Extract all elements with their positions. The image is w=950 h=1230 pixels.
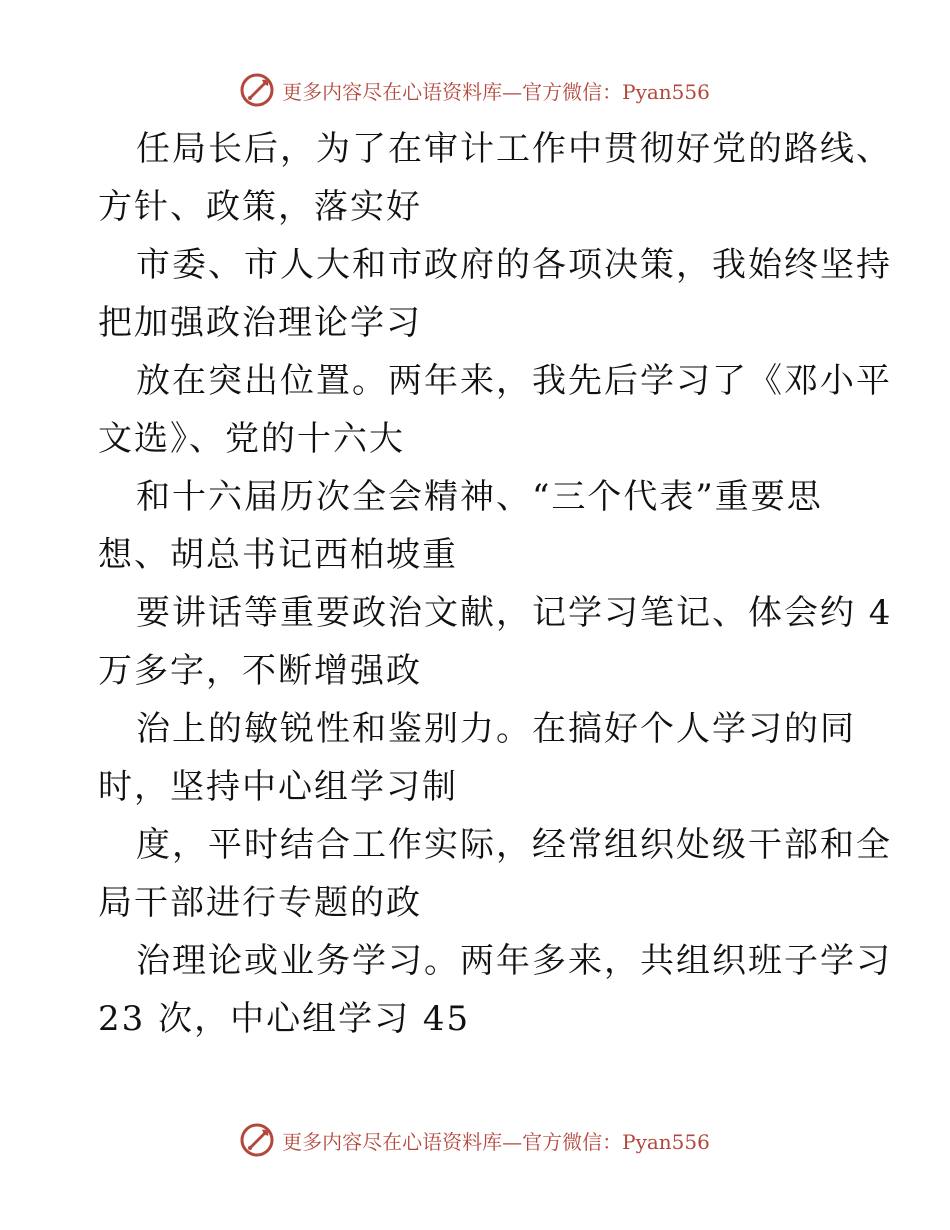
paragraph-5 bbox=[98, 584, 893, 700]
paragraph-7 bbox=[98, 816, 892, 932]
paragraph-8-line-1: 治理论或业务学习。两年多来，共组织班子学习 bbox=[136, 941, 892, 981]
paragraph-8 bbox=[98, 932, 892, 1048]
header-banner bbox=[0, 70, 950, 110]
paragraph-4-line-1: 和十六届历次全会精神、“三个代表”重要思 bbox=[136, 477, 823, 517]
paragraph-4 bbox=[98, 468, 858, 584]
paragraph-5-line-2: 万多字，不断增强政 bbox=[98, 651, 422, 691]
paragraph-6-line-1: 治上的敏锐性和鉴别力。在搞好个人学习的同 bbox=[136, 709, 856, 749]
paragraph-3-line-2: 文选》、党的十六大 bbox=[98, 419, 405, 459]
header-banner-text: 更多内容尽在心语资料库—官方微信：Pyan556 bbox=[282, 79, 710, 104]
quill-seal-logo-icon bbox=[240, 73, 274, 107]
paragraph-3 bbox=[98, 352, 892, 468]
paragraph-8-line-2: 23 次，中心组学习 45 bbox=[98, 999, 471, 1039]
paragraph-4-line-2: 想、胡总书记西柏坡重 bbox=[98, 535, 458, 575]
paragraph-5-line-1: 要讲话等重要政治文献，记学习笔记、体会约 4 bbox=[136, 593, 893, 633]
paragraph-1 bbox=[98, 120, 892, 236]
paragraph-2 bbox=[98, 236, 892, 352]
paragraph-1-line-2: 方针、政策，落实好 bbox=[98, 187, 422, 227]
footer-banner-text: 更多内容尽在心语资料库—官方微信：Pyan556 bbox=[282, 1129, 710, 1154]
footer-banner bbox=[0, 1120, 950, 1160]
paragraph-2-line-2: 把加强政治理论学习 bbox=[98, 303, 422, 343]
paragraph-6 bbox=[98, 700, 858, 816]
paragraph-1-line-1: 任局长后，为了在审计工作中贯彻好党的路线、 bbox=[136, 129, 892, 169]
paragraph-2-line-1: 市委、市人大和市政府的各项决策，我始终坚持 bbox=[136, 245, 892, 285]
paragraph-3-line-1: 放在突出位置。两年来，我先后学习了《邓小平 bbox=[136, 361, 892, 401]
paragraph-7-line-1: 度，平时结合工作实际，经常组织处级干部和全 bbox=[136, 825, 892, 865]
body-text bbox=[98, 120, 893, 1048]
quill-seal-logo-icon bbox=[240, 1123, 274, 1157]
paragraph-6-line-2: 时，坚持中心组学习制 bbox=[98, 767, 458, 807]
paragraph-7-line-2: 局干部进行专题的政 bbox=[98, 883, 422, 923]
